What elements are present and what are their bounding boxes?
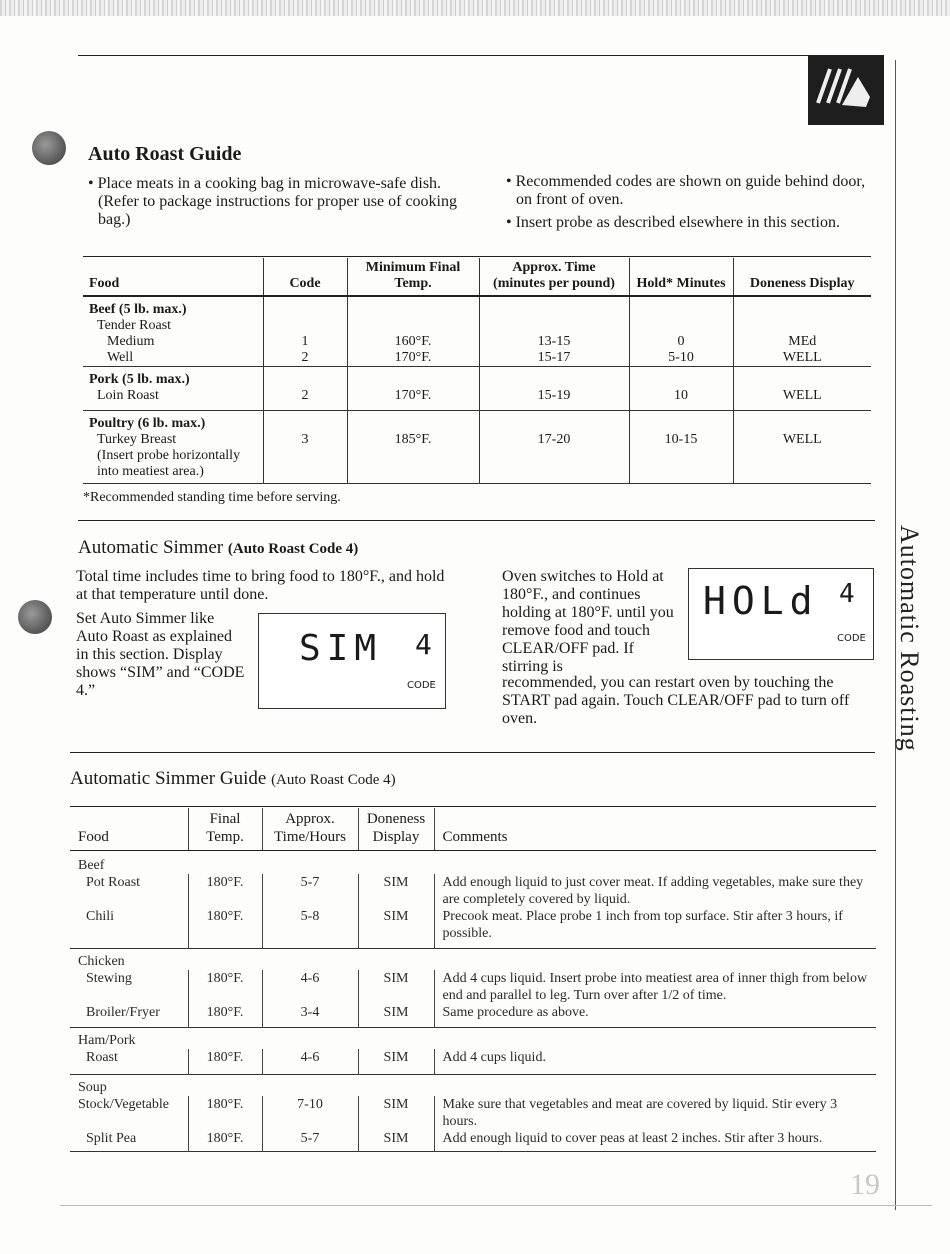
rule [70, 752, 875, 753]
cell: 0 [677, 334, 685, 349]
scan-top-strip [0, 0, 950, 16]
section-bullet-icon [18, 600, 52, 634]
group-poultry: Poultry (6 lb. max.) [89, 416, 206, 431]
simmer-para1: Total time includes time to bring food to 180°F., and hold at that temperature until done. [76, 568, 445, 603]
col-doneness: Doneness Display [358, 808, 434, 850]
cell: 5-10 [668, 350, 694, 365]
cell: Add enough liquid to cover peas at least 2 inches. Stir after 3 hours. [434, 1130, 876, 1152]
cell: 1 [301, 334, 309, 349]
cell: Turkey Breast [97, 432, 177, 447]
table-row [83, 411, 871, 484]
cell: 180°F. [188, 908, 262, 949]
table-row [70, 1074, 876, 1096]
col-min-temp: Minimum Final Temp. [347, 258, 479, 296]
table-row [70, 874, 876, 908]
table-row [70, 1027, 876, 1049]
col-food: Food [70, 808, 188, 850]
cell: 180°F. [188, 1096, 262, 1130]
cell: SIM [358, 1004, 434, 1028]
cell: MEd [788, 334, 817, 349]
top-rule [78, 55, 883, 56]
cell: 2 [263, 367, 347, 411]
simmer-guide-title [70, 768, 396, 790]
table-row [70, 1049, 876, 1075]
table-row [70, 948, 876, 970]
table-row [83, 296, 871, 367]
simmer-table-top-rule [70, 806, 876, 807]
page-number: 19 [850, 1168, 880, 1201]
beef-sub: Tender Roast [97, 318, 172, 333]
cell: Stewing [86, 970, 132, 986]
cell: WELL [733, 411, 871, 484]
cell: Split Pea [86, 1130, 137, 1146]
table-row [70, 908, 876, 949]
col-final-temp: Final Temp. [188, 808, 262, 850]
cell: 7-10 [262, 1096, 358, 1130]
cell: 180°F. [188, 874, 262, 908]
cell: 160°F. [394, 334, 432, 349]
cell: 10-15 [629, 411, 733, 484]
cell: SIM [358, 1049, 434, 1075]
col-doneness: Doneness Display [733, 258, 871, 296]
cell: WELL [782, 350, 822, 365]
group-pork: Pork (5 lb. max.) [89, 372, 190, 387]
roast-footnote: *Recommended standing time before serving. [83, 490, 341, 505]
table-row [70, 970, 876, 1004]
sim-display-text: SIM [299, 628, 383, 669]
simmer-guide-table [70, 808, 876, 1152]
col-code: Code [263, 258, 347, 296]
auto-roast-bullets-right [506, 173, 866, 232]
simmer-guide-title-suffix: (Auto Roast Code 4) [271, 772, 396, 788]
side-tab-label: Automatic Roasting [895, 525, 924, 752]
auto-roast-table [83, 258, 871, 484]
auto-roast-bullet-left: • Place meats in a cooking bag in microwave-safe dish. (Refer to package instructions for proper use of cooking bag.) [88, 175, 457, 228]
sim-display [258, 613, 446, 709]
simmer-title [78, 537, 358, 559]
cell: 170°F. [394, 350, 432, 365]
group-name: Beef [78, 857, 105, 873]
cell: 5-7 [262, 874, 358, 908]
cell: Well [107, 350, 134, 365]
cell: Roast [86, 1049, 118, 1065]
simmer-title-text: Automatic Simmer [78, 537, 224, 558]
auto-roast-bullet: • Recommended codes are shown on guide behind door, on front of oven. [506, 173, 866, 208]
cell: 170°F. [347, 367, 479, 411]
cell: SIM [358, 970, 434, 1004]
hold-display-digit: 4 [839, 579, 861, 609]
cell: Add 4 cups liquid. [434, 1049, 876, 1075]
cell: SIM [358, 908, 434, 949]
auto-roast-bullet: • Insert probe as described elsewhere in this section. [506, 214, 840, 231]
roast-table-top-rule [83, 256, 871, 257]
table-row [70, 1096, 876, 1130]
simmer-para2: Set Auto Simmer like Auto Roast as explained in this section. Display shows “SIM” and “CODE 4.” [76, 610, 245, 699]
simmer-para3a: Oven switches to Hold at 180°F., and continues holding at 180°F. until you remove food and touch CLEAR/OFF pad. If stirring is [502, 568, 674, 675]
cell: Chili [86, 908, 115, 924]
cell: SIM [358, 874, 434, 908]
cell: 180°F. [188, 970, 262, 1004]
col-approx-time: Approx. Time (minutes per pound) [479, 258, 629, 296]
simmer-title-suffix: (Auto Roast Code 4) [227, 541, 359, 557]
bottom-rule [60, 1205, 932, 1206]
cell: 3 [263, 411, 347, 484]
cell: Precook meat. Place probe 1 inch from top surface. Stir after 3 hours, if possible. [434, 908, 876, 949]
cell: 13-15 [537, 334, 571, 349]
rule [78, 520, 875, 521]
cell: 17-20 [479, 411, 629, 484]
cell: 180°F. [188, 1004, 262, 1028]
col-food: Food [83, 258, 263, 296]
group-name: Chicken [70, 948, 876, 970]
poultry-note: (Insert probe horizontally into meatiest area.) [97, 448, 241, 479]
cell: SIM [358, 1130, 434, 1152]
cell: 5-7 [262, 1130, 358, 1152]
cell: 4-6 [262, 1049, 358, 1075]
cell: 15-17 [537, 350, 571, 365]
cell: Stock/Vegetable [78, 1096, 169, 1112]
col-comments: Comments [434, 808, 876, 850]
group-beef: Beef (5 lb. max.) [89, 302, 187, 317]
cell: 185°F. [347, 411, 479, 484]
cell: Medium [107, 334, 155, 349]
cell: Broiler/Fryer [86, 1004, 160, 1020]
roasting-logo-icon [808, 55, 884, 125]
cell: SIM [358, 1096, 434, 1130]
cell: 5-8 [262, 908, 358, 949]
cell: 3-4 [262, 1004, 358, 1028]
sim-display-digit: 4 [415, 628, 438, 661]
table-row [83, 367, 871, 411]
cell: Make sure that vegetables and meat are covered by liquid. Stir every 3 hours. [434, 1096, 876, 1130]
col-approx-time: Approx. Time/Hours [262, 808, 358, 850]
col-hold: Hold* Minutes [629, 258, 733, 296]
section-bullet-icon [32, 131, 66, 165]
cell: 180°F. [188, 1130, 262, 1152]
sim-display-code-label: CODE [407, 680, 436, 691]
cell: Loin Roast [97, 388, 159, 403]
cell: Pot Roast [86, 874, 141, 890]
auto-roast-title: Auto Roast Guide [88, 143, 242, 165]
cell: 4-6 [262, 970, 358, 1004]
table-row [70, 1130, 876, 1152]
table-row [70, 1004, 876, 1028]
cell: WELL [733, 367, 871, 411]
simmer-guide-title-text: Automatic Simmer Guide [70, 768, 267, 789]
cell: 15-19 [479, 367, 629, 411]
cell: Add 4 cups liquid. Insert probe into meatiest area of inner thigh from below end and parallel to leg. Turn over after 1/2 of time. [434, 970, 876, 1004]
group-name: Ham/Pork [70, 1027, 876, 1049]
side-tab [896, 525, 926, 765]
cell: 10 [629, 367, 733, 411]
cell: 2 [301, 350, 309, 365]
group-name: Soup [70, 1074, 876, 1096]
cell: Same procedure as above. [434, 1004, 876, 1028]
hold-display-text: HOLd [703, 579, 819, 623]
simmer-para3b: recommended, you can restart oven by touching the START pad again. Touch CLEAR/OFF pad to turn off oven. [502, 674, 850, 727]
hold-display [688, 568, 874, 660]
table-row [70, 850, 876, 874]
hold-display-code-label: CODE [837, 633, 866, 644]
cell: 180°F. [188, 1049, 262, 1075]
cell: Add enough liquid to just cover meat. If adding vegetables, make sure they are completely covered by liquid. [434, 874, 876, 908]
